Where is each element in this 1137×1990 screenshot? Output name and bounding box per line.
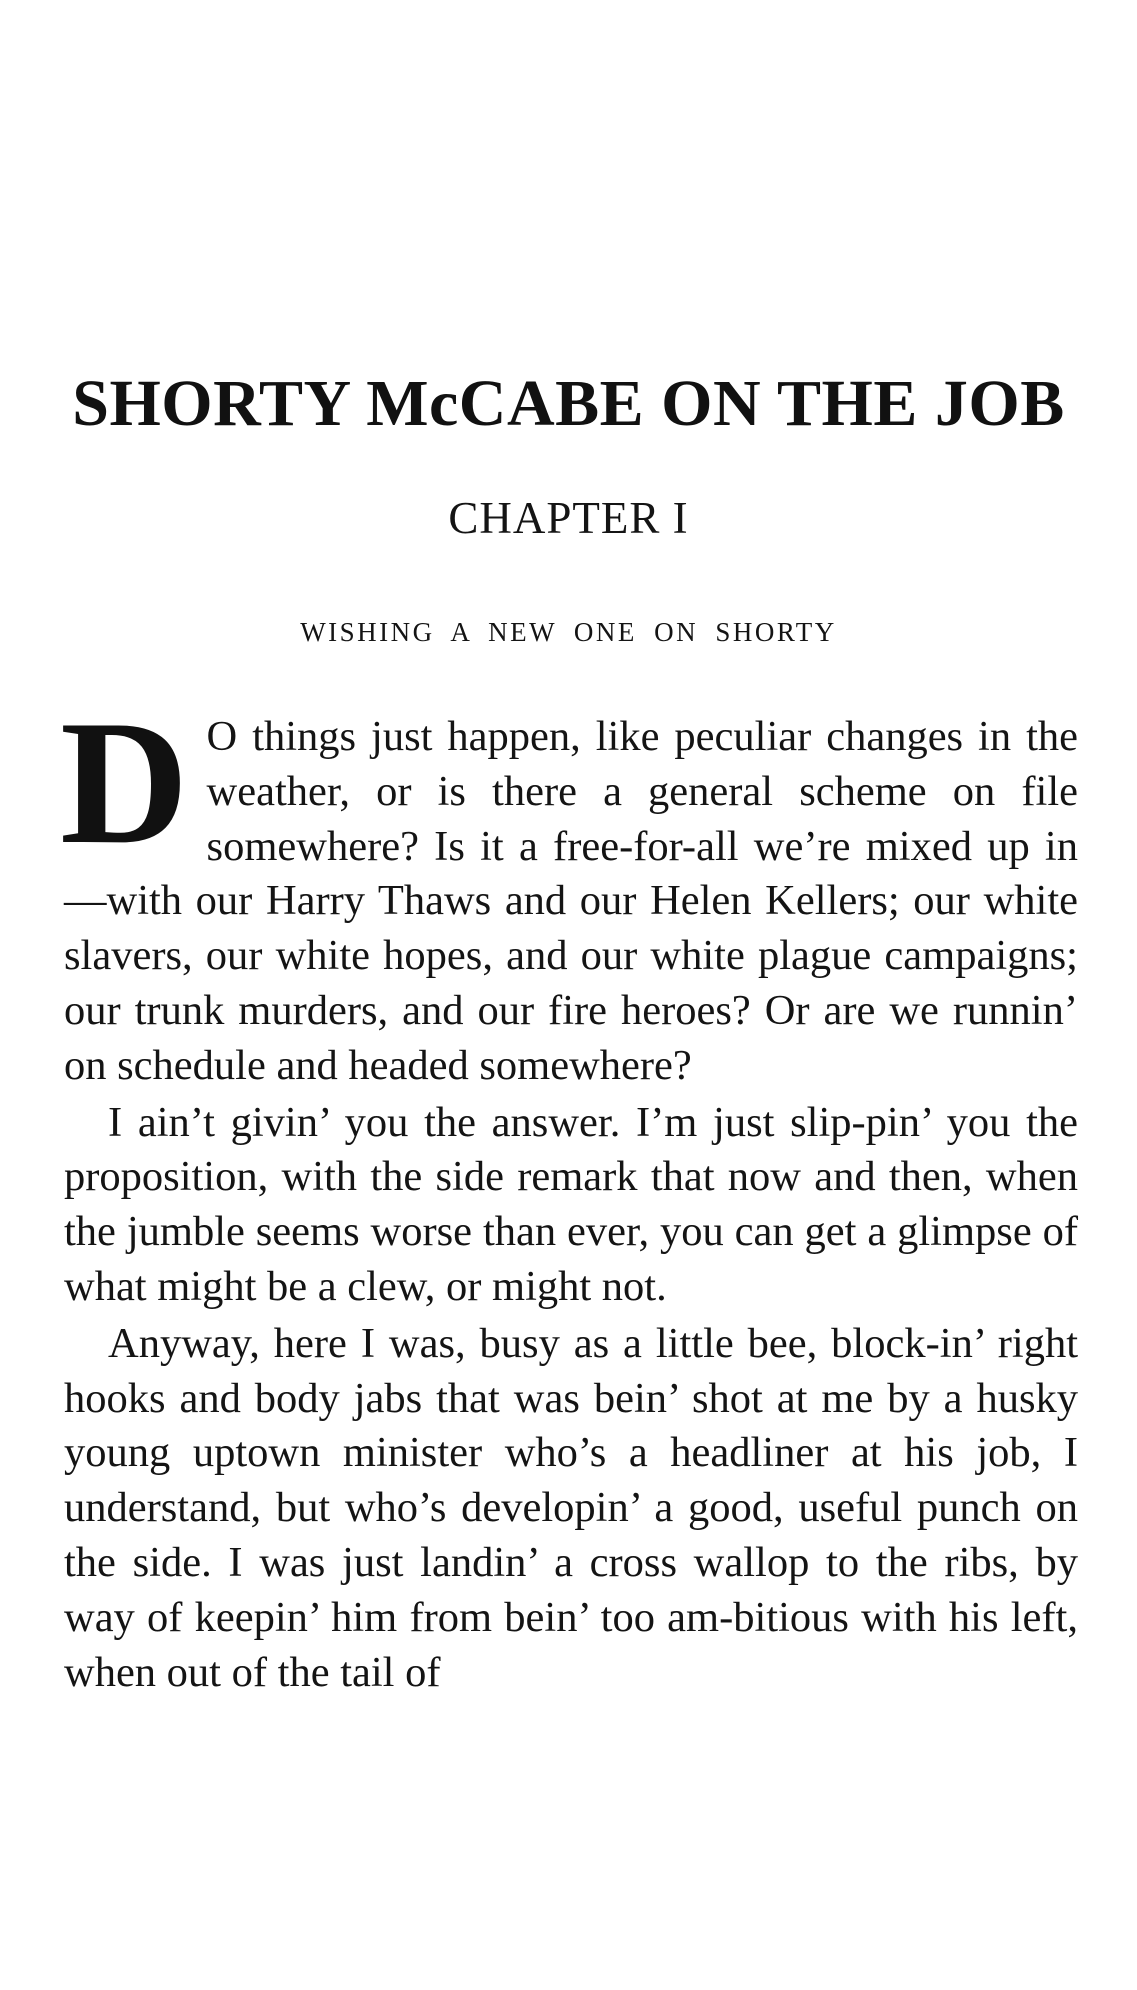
book-title: SHORTY McCABE ON THE JOB [72,367,1065,440]
paragraph-1 [60,683,1078,1094]
chapter-subtitle: WISHING A NEW ONE ON SHORTY [300,617,837,647]
chapter-number: CHAPTER I [448,493,689,543]
chapter-body [60,683,1078,1700]
paragraph-2: I ain’t givin’ you the answer. I’m just slip-pin’ you the proposition, with the side remark that now and then, when the jumble seems worse than ever, you can get a glimpse of what might be a clew, or might not. [64,1098,1078,1310]
paragraph-3: Anyway, here I was, busy as a little bee, block-in’ right hooks and body jabs that was bein’ shot at me by a husky young uptown minister who’s a headliner at his job, I understand, but who’s developin’ a good, useful punch on the side. I was just landin’ a cross wallop to the ribs, by way of keepin’ him from bein’ too am-bitious with his left, when out of the tail of [64,1319,1078,1696]
drop-cap-initial: D [60,683,189,881]
paragraph-1-text: O things just happen, like peculiar changes in the weather, or is there a general scheme on file somewhere? Is it a free-for-all we’re mixed up in—with our Harry Thaws and our Helen Kellers; our white slavers, our white hopes, and our white plague campaigns; our trunk murders, and our fire heroes? Or are we runnin’ on schedule and headed somewhere? [64,713,1078,1089]
